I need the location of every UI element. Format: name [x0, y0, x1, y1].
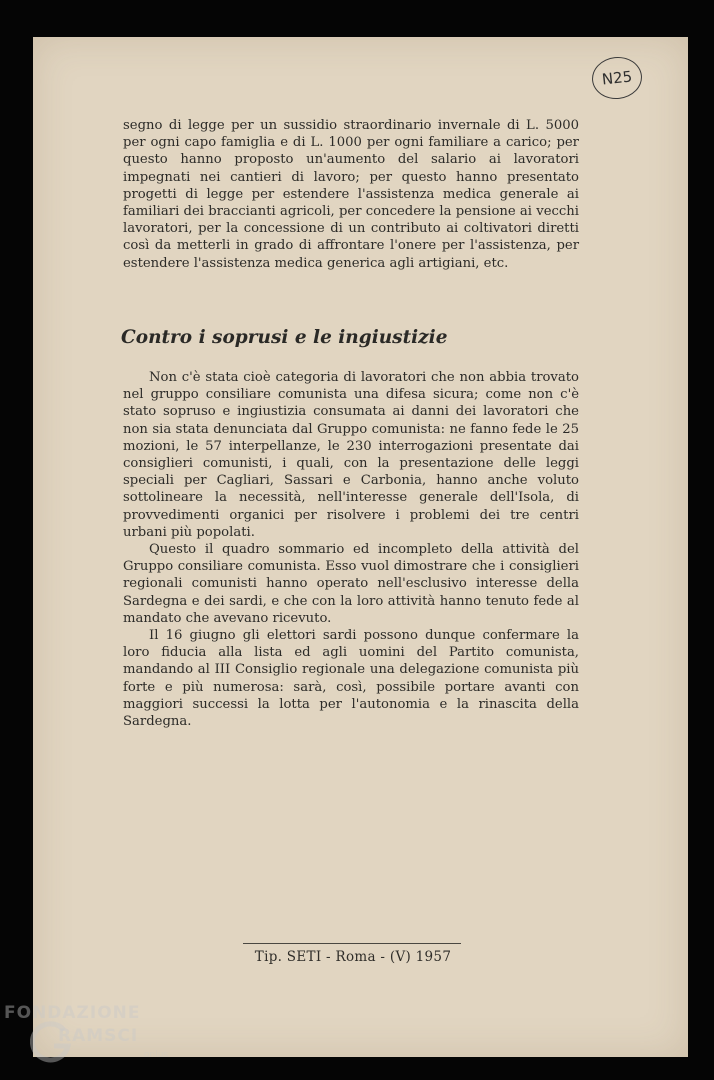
top-paragraph-block — [123, 117, 579, 272]
colophon-divider — [243, 943, 461, 944]
fondazione-gramsci-watermark — [4, 1000, 204, 1080]
watermark-line-1: FONDAZIONE — [4, 1003, 141, 1023]
watermark-suffix: onlus — [144, 1050, 169, 1060]
section-body — [123, 369, 579, 730]
printer-colophon: Tip. SETI - Roma - (V) 1957 — [254, 949, 452, 965]
paragraph-3: Il 16 giugno gli elettori sardi possono dunque confermare la loro fiducia alla lista ed agli uomini del Partito comunista, mandando al III Consiglio regionale una delegazione comunista più forte e più numerosa: sarà, così, possibile portare avanti con maggiori successi la lotta per l'autonomia e la rinascita della Sardegna. — [123, 628, 579, 730]
archive-number: N25 — [600, 67, 634, 89]
archive-number-stamp — [590, 55, 644, 102]
section-heading: Contro i soprusi e le ingiustizie — [121, 327, 448, 348]
paragraph-top: segno di legge per un sussidio straordinario invernale di L. 5000 per ogni capo famiglia e di L. 1000 per ogni familiare a carico; per questo hanno proposto un'aumento del salario ai lavoratori impegnati nei cantieri di lavoro; per questo hanno presentato progetti di legge per estendere l'assistenza medica generale ai familiari dei braccianti agricoli, per concedere la pensione ai vecchi lavoratori, per la concessione di un contributo ai coltivatori diretti così da metterli in grado di affrontare l'onere per l'assistenza, per estendere l'assistenza medica generica agli artigiani, etc. — [123, 118, 579, 271]
paragraph-1: Non c'è stata cioè categoria di lavoratori che non abbia trovato nel gruppo consiliare comunista una difesa sicura; come non c'è stato sopruso e ingiustizia consumata ai danni dei lavoratori che non sia stata denunciata dal Gruppo comunista: ne fanno fede le 25 mozioni, le 57 interpellanze, le 230 interrogazioni presentate dai consiglieri comunisti, i quali, con la presentazione delle leggi speciali per Cagliari, Sassari e Carbonia, hanno anche voluto sottolineare la necessità, nell'interesse generale dell'Isola, di provvedimenti organici per risolvere i problemi dei tre centri urbani più popolati. — [123, 370, 579, 540]
document-page — [33, 37, 688, 1057]
watermark-line-2: RAMSCI — [58, 1026, 139, 1046]
paragraph-2: Questo il quadro sommario ed incompleto della attività del Gruppo consiliare comunista. Esso vuol dimostrare che i consiglieri regionali comunisti hanno operato nell'esclusivo interesse della Sardegna e dei sardi, e che con la loro attività hanno tenuto fede al mandato che avevano ricevuto. — [123, 542, 579, 626]
